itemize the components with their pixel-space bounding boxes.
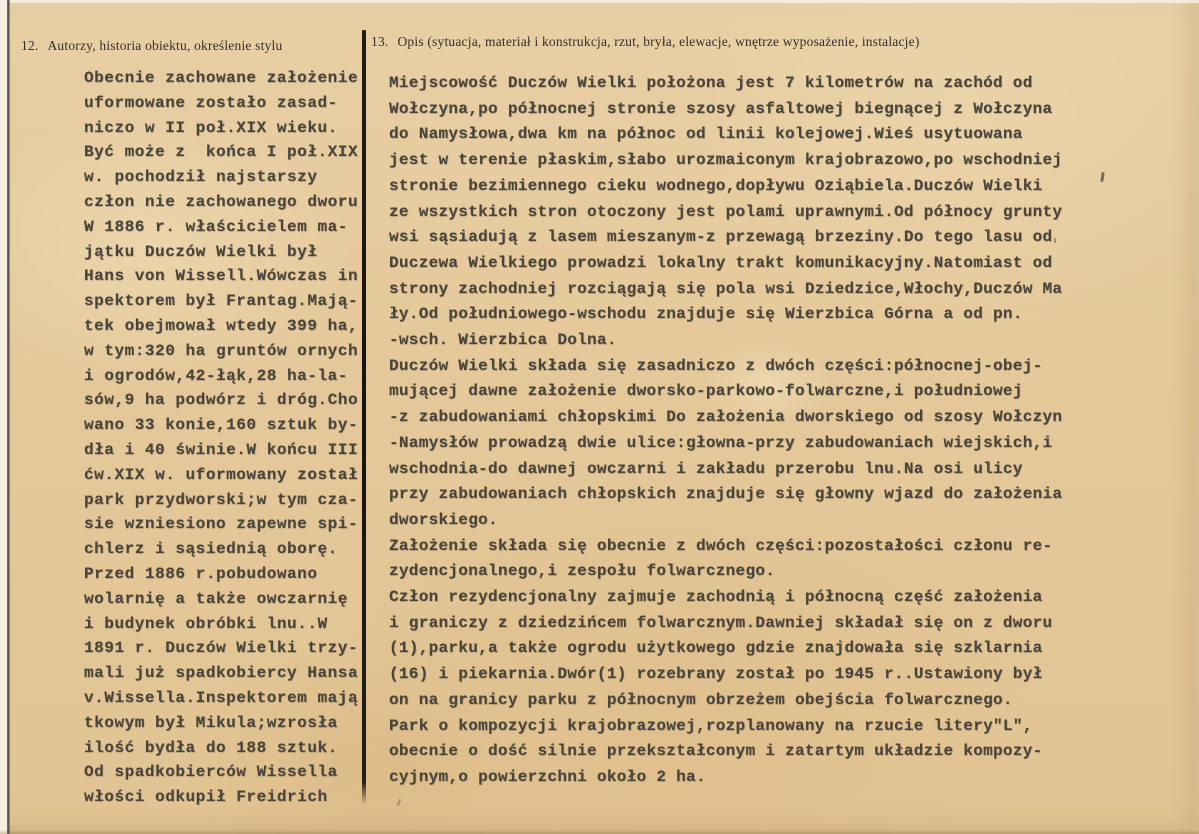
text-line: v.Wissella.Inspektorem mają [84, 688, 359, 707]
text-line: tek obejmował wtedy 399 ha, [84, 316, 359, 335]
text-line: Obecnie zachowane założenie [84, 69, 359, 87]
scan-edge-left [0, 0, 7, 834]
text-line: (1),parku,a także ogrodu użytkowego gdzie znajdowała się szklarnia [389, 639, 1043, 658]
text-line: W 1886 r. właścicielem ma- [84, 217, 348, 236]
text-line: tkowym był Mikula;wzrosła [84, 713, 338, 732]
section-12-typewritten-text [84, 66, 370, 810]
text-line: Od spadkobierców Wissella [84, 763, 338, 782]
ink-speck [397, 799, 401, 806]
text-line: uformowane zostało zasad- [84, 93, 338, 112]
text-line: Duczewa Wielkiego prowadzi lokalny trakt komunikacyjny.Natomiast od [389, 253, 1053, 272]
text-line: mali już spadkobiercy Hansa [84, 664, 359, 683]
text-line: strony zachodniej rozciągają się pola wsi Dziedzice,Włochy,Duczów Ma [389, 279, 1063, 298]
text-line: i graniczy z dziedzińcem folwarcznym.Dawniej składał się on z dworu [389, 613, 1053, 632]
section-12-header [21, 38, 282, 54]
text-line: Być może z końca I poł.XIX [84, 143, 359, 162]
text-line: -wsch. Wierzbica Dolna. [389, 331, 617, 350]
text-line: wsi sąsiadują z lasem mieszanym-z przewagą brzeziny.Do tego lasu od [389, 228, 1053, 247]
ink-speck [1054, 238, 1056, 243]
text-line: cyjnym,o powierzchni około 2 ha. [389, 767, 706, 786]
scan-edge-top [0, 0, 1199, 3]
text-line: -Namysłów prowadzą dwie ulice:głowna-przy zabudowaniach wiejskich,i [389, 433, 1053, 452]
text-line: 1891 r. Duczów Wielki trzy- [84, 639, 359, 658]
text-line: Wołczyna,po północnej stronie szosy asfaltowej biegnącej z Wołczyna [389, 99, 1053, 118]
text-line: w. pochodził najstarszy [84, 168, 318, 187]
text-line: w tym:320 ha gruntów ornych [84, 341, 359, 360]
text-line: ćw.XIX w. uformowany został [84, 465, 359, 484]
text-line: Hans von Wissell.Wówczas in [84, 267, 359, 286]
text-line: wschodnia-do dawnej owczarni i zakładu przerobu lnu.Na osi ulicy [389, 459, 1023, 478]
text-line: włości odkupił Freidrich [84, 788, 328, 807]
text-line: obecnie o dość silnie przekształconym i zatartym układzie kompozy- [389, 742, 1043, 761]
text-line: i ogrodów,42-łąk,28 ha-la- [84, 366, 348, 385]
text-line: ilość bydła do 188 sztuk. [84, 738, 338, 757]
text-line: dła i 40 świnie.W końcu III [84, 440, 359, 459]
text-line: spektorem był Frantag.Mają- [84, 292, 359, 311]
text-line: (16) i piekarnia.Dwór(1) rozebrany został po 1945 r..Ustawiony był [389, 665, 1043, 684]
text-line: stronie bezimiennego cieku wodnego,dopływu Oziąbiela.Duczów Wielki [389, 176, 1043, 195]
text-line: Duczów Wielki składa się zasadniczo z dwóch części:północnej-obej- [389, 356, 1043, 375]
text-line: i budynek obróbki lnu..W [84, 614, 328, 633]
scan-edge-bottom [0, 830, 1199, 834]
text-line: człon nie zachowanego dworu [84, 192, 359, 211]
text-line: Park o kompozycji krajobrazowej,rozplanowany na rzucie litery"L", [389, 716, 1033, 735]
text-line: park przydworski;w tym cza- [84, 490, 359, 509]
text-line: wano 33 konie,160 sztuk by- [84, 416, 359, 435]
text-line: ły.Od południowego-wschodu znajduje się Wierzbica Górna a od pn. [389, 305, 1023, 324]
text-line: niczo w II poł.XIX wieku. [84, 118, 338, 137]
text-line: sów,9 ha podwórz i dróg.Cho [84, 391, 359, 410]
text-line: Założenie składa się obecnie z dwóch części:pozostałości członu re- [389, 536, 1053, 555]
text-line: jątku Duczów Wielki był [84, 242, 318, 261]
section-13-title: Opis (sytuacja, materiał i konstrukcja, rzut, bryła, elewacje, wnętrze wyposażenie, instalacje) [397, 34, 920, 49]
text-line: ze wszystkich stron otoczony jest polami uprawnymi.Od północy grunty [389, 202, 1063, 221]
text-line: sie wzniesiono zapewne spi- [84, 515, 359, 534]
section-13-number: 13. [371, 34, 389, 49]
text-line: chlerz i sąsiednią oborę. [84, 540, 338, 559]
text-line: Człon rezydencjonalny zajmuje zachodnią i północną część założenia [389, 588, 1043, 607]
text-line: jest w terenie płaskim,słabo urozmaiconym krajobrazowo,po wschodniej [389, 151, 1063, 170]
section-13-typewritten-text [389, 71, 1149, 791]
text-line: do Namysłowa,dwa km na północ od linii kolejowej.Wieś usytuowana [389, 125, 1023, 144]
text-line: wolarnię a także owczarnię [84, 589, 348, 608]
text-line: on na granicy parku z północnym obrzeżem obejścia folwarcznego. [389, 690, 1013, 709]
section-12-number: 12. [21, 38, 39, 53]
text-line: mującej dawne założenie dworsko-parkowo-folwarczne,i południowej [389, 382, 1023, 401]
scan-edge-left-line [7, 0, 10, 834]
text-line: Przed 1886 r.pobudowano [84, 564, 318, 583]
text-line: przy zabudowaniach chłopskich znajduje się głowny wjazd do założenia [389, 485, 1063, 504]
text-line: dworskiego. [389, 510, 498, 529]
text-line: -z zabudowaniami chłopskimi Do założenia dworskiego od szosy Wołczyn [389, 408, 1063, 427]
text-line: zydencjonalnego,i zespołu folwarcznego. [389, 562, 776, 581]
section-12-title: Autorzy, historia obiektu, określenie stylu [47, 38, 283, 53]
section-13-header [371, 34, 920, 50]
text-line: Miejscowość Duczów Wielki położona jest 7 kilometrów na zachód od [389, 74, 1033, 92]
